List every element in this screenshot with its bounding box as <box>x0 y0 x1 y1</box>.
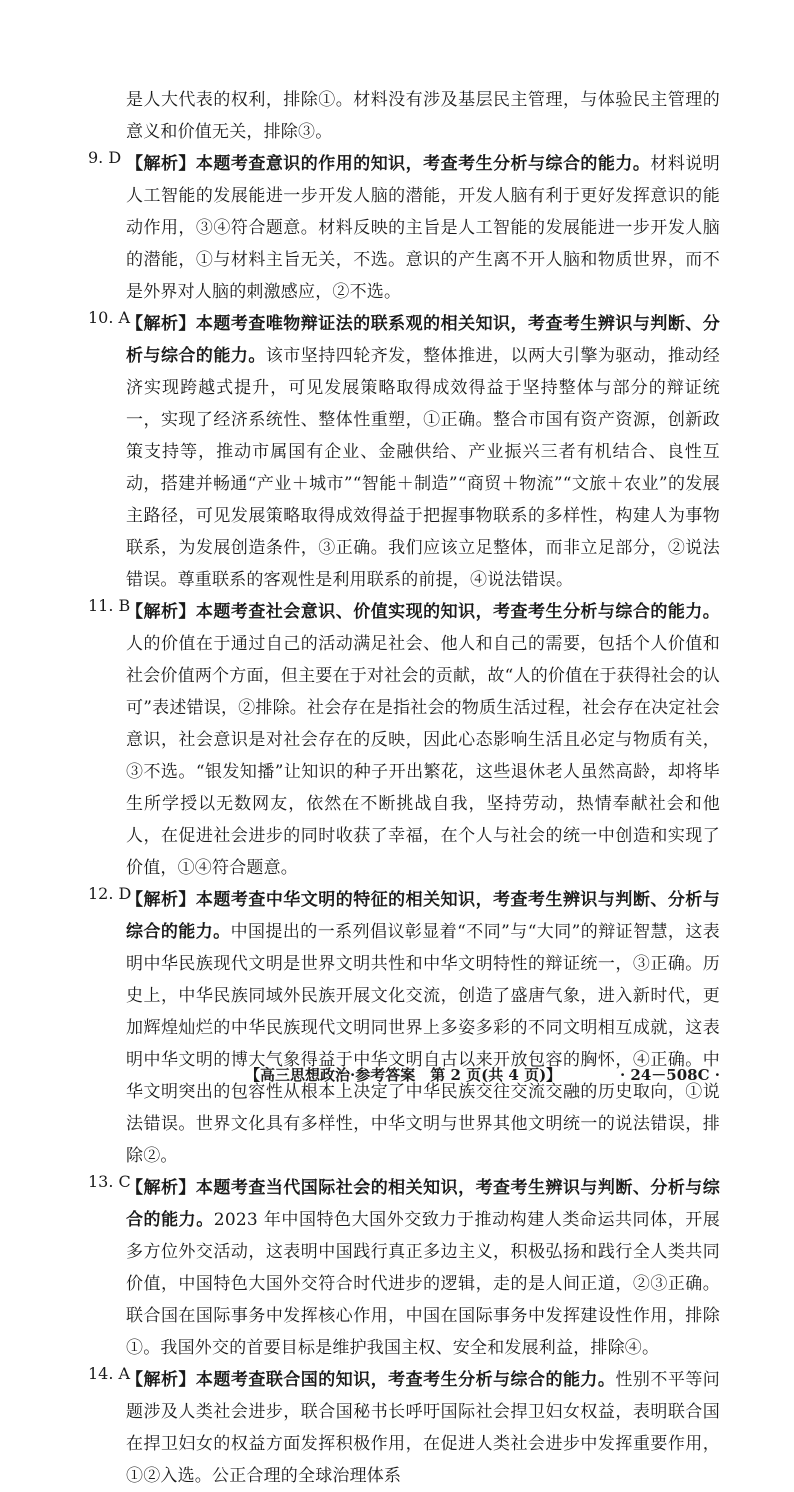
analysis-heading: 【解析】本题考查联合国的知识，考查考生分析与综合的能力。 <box>126 1370 616 1390</box>
question-number: 14. A <box>88 1364 131 1383</box>
question-14 <box>88 1364 720 1492</box>
analysis-heading: 【解析】本题考查意识的作用的知识，考查考生分析与综合的能力。 <box>126 154 651 174</box>
question-12 <box>88 884 720 1172</box>
analysis-heading: 【解析】本题考查当代国际社会的相关知识，考查考生辨识与判断、分析与综合的能力。 <box>126 1178 720 1230</box>
analysis-heading: 【解析】本题考查中华文明的特征的相关知识，考查考生辨识与判断、分析与综合的能力。 <box>126 890 720 942</box>
answer-page <box>88 84 720 1492</box>
question-number: 9. D <box>88 148 122 167</box>
page-footer <box>0 1064 794 1090</box>
analysis-heading: 【解析】本题考查唯物辩证法的联系观的相关知识，考查考生辨识与判断、分析与综合的能力。 <box>126 314 720 366</box>
continuation-paragraph: 是人大代表的权利，排除①。材料没有涉及基层民主管理，与体验民主管理的意义和价值无关，排除③。 <box>126 90 720 142</box>
analysis-body: 材料说明人工智能的发展能进一步开发人脑的潜能，开发人脑有利于更好发挥意识的能动作用，③④符合题意。材料反映的主旨是人工智能的发展能进一步开发人脑的潜能，①与材料主旨无关，不选。意识的产生离不开人脑和物质世界，而不是外界对人脑的刺激感应，②不选。 <box>126 154 720 302</box>
analysis-body: 中国提出的一系列倡议彰显着“不同”与“大同”的辩证智慧，这表明中华民族现代文明是世界文明共性和中华文明特性的辩证统一，③正确。历史上，中华民族同域外民族开展文化交流，创造了盛唐气象，进入新时代，更加辉煌灿烂的中华民族现代文明同世界上多姿多彩的不同文明相互成就，这表明中华文明的博大气象得益于中华文明自古以来开放包容的胸怀，④正确。中华文明突出的包容性从根本上决定了中华民族交往交流交融的历史取向，①说法错误。世界文化具有多样性，中华文明与世界其他文明统一的说法错误，排除②。 <box>126 922 720 1166</box>
question-number: 13. C <box>88 1172 131 1191</box>
question-9 <box>88 148 720 308</box>
question-number: 10. A <box>88 308 131 327</box>
question-13 <box>88 1172 720 1364</box>
question-11 <box>88 596 720 884</box>
footer-code: · 24－508C · <box>619 1066 720 1084</box>
analysis-body: 性别不平等问题涉及人类社会进步，联合国秘书长呼吁国际社会捍卫妇女权益，表明联合国在捍卫妇女的权益方面发挥积极作用，在促进人类社会进步中发挥重要作用，①②入选。公正合理的全球治理体系 <box>126 1370 720 1486</box>
footer-title: 【高三思想政治·参考答案 第 2 页(共 4 页)】 <box>245 1066 562 1084</box>
analysis-body: 人的价值在于通过自己的活动满足社会、他人和自己的需要，包括个人价值和社会价值两个方面，但主要在于对社会的贡献，故“人的价值在于获得社会的认可”表述错误，②排除。社会存在是指社会的物质生活过程，社会存在决定社会意识，社会意识是对社会存在的反映，因此心态影响生活且必定与物质有关，③不选。“银发知播”让知识的种子开出繁花，这些退休老人虽然高龄，却将毕生所学授以无数网友，依然在不断挑战自我，坚持劳动，热情奉献社会和他人，在促进社会进步的同时收获了幸福，在个人与社会的统一中创造和实现了价值，①④符合题意。 <box>126 634 720 878</box>
question-10 <box>88 308 720 596</box>
question-number: 12. D <box>88 884 132 903</box>
analysis-body: 该市坚持四轮齐发，整体推进，以两大引擎为驱动，推动经济实现跨越式提升，可见发展策略取得成效得益于坚持整体与部分的辩证统一，实现了经济系统性、整体性重塑，①正确。整合市国有资产资源，创新政策支持等，推动市属国有企业、金融供给、产业振兴三者有机结合、良性互动，搭建并畅通“产业＋城市”“智能＋制造”“商贸＋物流”“文旅＋农业”的发展主路径，可见发展策略取得成效得益于把握事物联系的多样性，构建人为事物联系，为发展创造条件，③正确。我们应该立足整体，而非立足部分，②说法错误。尊重联系的客观性是利用联系的前提，④说法错误。 <box>126 346 720 590</box>
analysis-heading: 【解析】本题考查社会意识、价值实现的知识，考查考生分析与综合的能力。 <box>126 602 720 622</box>
analysis-body: 2023 年中国特色大国外交致力于推动构建人类命运共同体，开展多方位外交活动，这表明中国践行真正多边主义，积极弘扬和践行全人类共同价值，中国特色大国外交符合时代进步的逻辑，走的是人间正道，②③正确。联合国在国际事务中发挥核心作用，中国在国际事务中发挥建设性作用，排除①。我国外交的首要目标是维护我国主权、安全和发展利益，排除④。 <box>126 1210 720 1358</box>
question-number: 11. B <box>88 596 131 615</box>
